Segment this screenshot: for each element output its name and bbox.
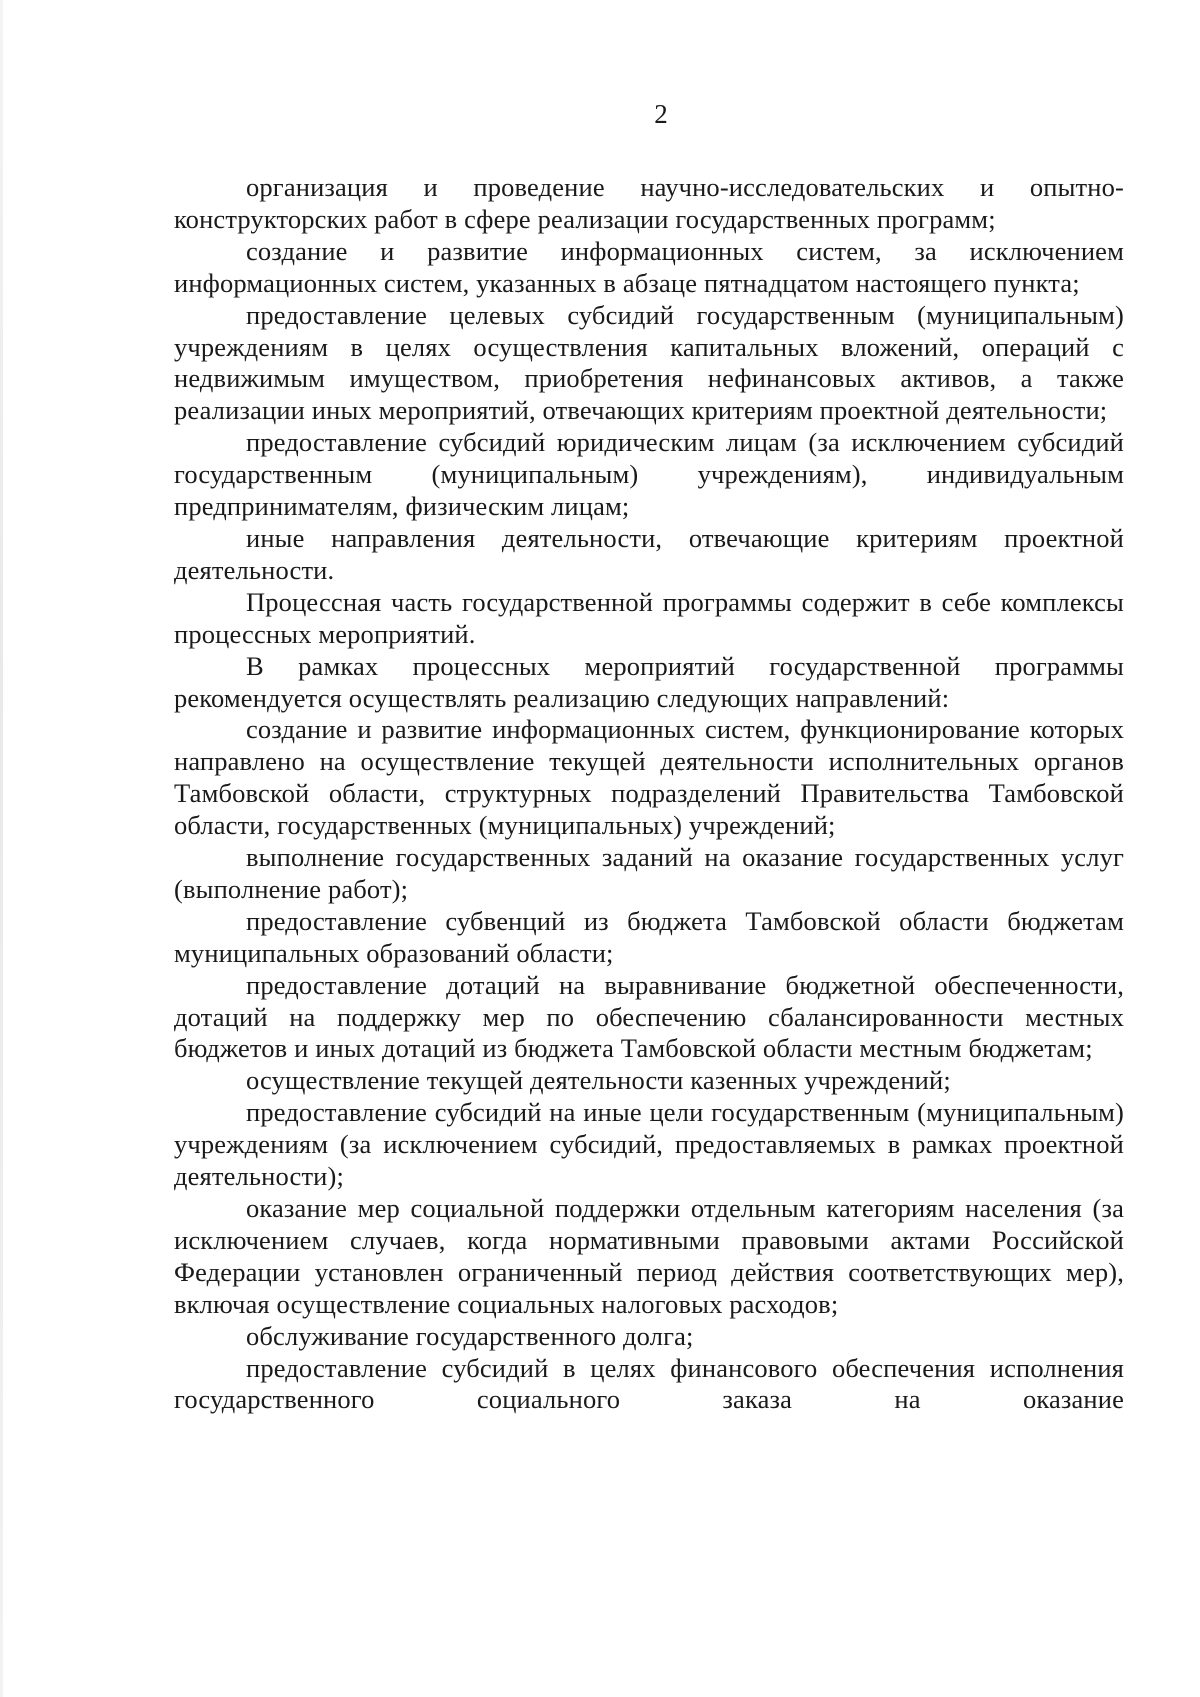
paragraph-state-institutions: осуществление текущей деятельности казенных учреждений; <box>246 1065 951 1096</box>
paragraph-other-purpose-subsidies: предоставление субсидий на иные цели государственным (муниципальным) учреждениям (за исключением субсидий, предоставляемых в рамках проектной деятельности); <box>174 1097 1124 1192</box>
page-number: 2 <box>654 99 668 129</box>
paragraph-subventions: предоставление субвенций из бюджета Тамбовской области бюджетам муниципальных образований области; <box>174 905 1124 968</box>
paragraph-information-systems: создание и развитие информационных систем, за исключением информационных систем, указанных в абзаце пятнадцатом настоящего пункта; <box>174 235 1124 298</box>
paragraph-targeted-subsidies: предоставление целевых субсидий государственным (муниципальным) учреждениям в целях осуществления капитальных вложений, операций с недвижимым имуществом, приобретения нефинансовых активов, а также реализации иных мероприятий, отвечающих критериям проектной деятельности; <box>174 299 1124 426</box>
paragraph-grants: предоставление дотаций на выравнивание бюджетной обеспеченности, дотаций на поддержку мер по обеспечению сбалансированности местных бюджетов и иных дотаций из бюджета Тамбовской области местным бюджетам; <box>174 969 1124 1064</box>
paragraph-legal-entity-subsidies: предоставление субсидий юридическим лицам (за исключением субсидий государственным (муниципальным) учреждениям), индивидуальным предпринимателям, физическим лицам; <box>174 427 1124 522</box>
paragraph-social-support: оказание мер социальной поддержки отдельным категориям населения (за исключением случаев, когда нормативными правовыми актами Российской Федерации установлен ограниченный период действия соответствующих мер), включая осуществление социальных налоговых расходов; <box>174 1193 1124 1319</box>
paragraph-process-activities: В рамках процессных мероприятий государственной программы рекомендуется осуществлять реализацию следующих направлений: <box>174 650 1124 713</box>
paragraph-social-order: предоставление субсидий в целях финансового обеспечения исполнения государственного социального заказа на оказание <box>174 1352 1124 1415</box>
paragraph-research-works: организация и проведение научно-исследовательских и опытно-конструкторских работ в сфере реализации государственных программ; <box>174 172 1124 234</box>
paragraph-state-assignments: выполнение государственных заданий на оказание государственных услуг (выполнение работ); <box>174 842 1124 904</box>
scan-edge-shadow <box>0 0 3 1697</box>
paragraph-state-debt: обслуживание государственного долга; <box>246 1320 694 1351</box>
paragraph-current-activity-systems: создание и развитие информационных систем, функционирование которых направлено на осуществление текущей деятельности исполнительных органов Тамбовской области, структурных подразделений Правительства Тамбовской области, государственных (муниципальных) учреждений; <box>174 714 1124 841</box>
paragraph-other-directions: иные направления деятельности, отвечающие критериям проектной деятельности. <box>174 522 1124 585</box>
paragraph-process-part: Процессная часть государственной программы содержит в себе комплексы процессных мероприятий. <box>174 586 1124 649</box>
document-body <box>174 172 1124 1416</box>
